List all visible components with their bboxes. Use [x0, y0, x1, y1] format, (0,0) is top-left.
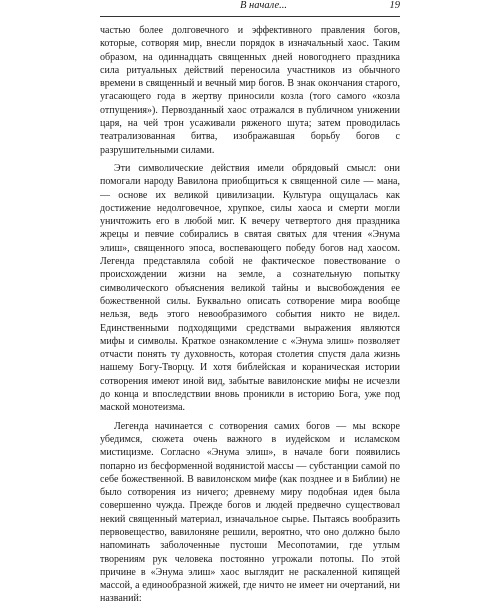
paragraph-1: частью более долговечного и эффективного правления богов, которые, сотворяя мир, внесли порядок в изначальный хаос. Таким образом, на одиннадцать священных дней новогоднего праздника сила ритуальных действий переносила участников из обычного времени в священный и вечный мир богов. В знак окончания старого, угасающего года в жертву приносили козла (того самого «козла отпущения»). Первозданный хаос отражался в публичном унижении царя, на чей трон усаживали ряженого шута; затем проводилась театрализованная битва, изображавшая борьбу богов с разрушительными силами.: [100, 25, 400, 156]
running-title: В начале...: [240, 0, 287, 11]
paragraph-2: Эти символические действия имели обрядовый смысл: они помогали народу Вавилона приобщиться к священной силе — мана, — основе их великой цивилизации. Культура ощущалась как достижение недолговечное, хрупкое, силы хаоса и смерти могли уничтожить его в любой миг. К вечеру четвертого дня праздника жрецы и певчие собирались в святая святых для чтения «Энума элиш», священного эпоса, воспевающего победу богов над хаосом. Легенда представляла собой не фактическое повествование о происхождении жизни на земле, а сознательную попытку символического объяснения великой тайны и высвобождения ее божественной силы. Буквально описать сотворение мира вообще нельзя, ведь этого невообразимого события никто не видел. Единственными подходящими средствами выражения являются мифы и символы. Краткое ознакомление с «Энума элиш» позволяет отчасти понять ту духовность, которая столетия спустя дала жизнь нашему Богу-Творцу. И хотя библейская и кораническая истории сотворения имеют иной вид, забытые вавилонские мифы не исчезли до конца и впоследствии вновь проникли в историю Бога, уже под маской монотеизма.: [100, 162, 400, 414]
paragraph-3: Легенда начинается с сотворения самих богов — мы вскоре убедимся, сюжета очень важного в иудейском и исламском мистицизме. Согласно «Энума элиш», в начале боги появились попарно из бесформенной водянистой массы — субстанции самой по себе божественной. В вавилонском мифе (как позднее и в Библии) не было сотворения из ничего; древнему миру подобная идея была совершенно чужда. Прежде богов и людей предвечно существовал некий священный материал, изначальное сырье. Пытаясь вообразить первовещество, вавилоняне решили, вероятно, что оно должно было напоминать заболоченные пустоши Месопотамии, где утлым творениям рук человека постоянно угрожали потопы. По этой причине в «Энума элиш» хаос выглядит не раскаленной кипящей массой, а единообразной жижей, где ничто не имеет ни очертаний, ни названий:: [100, 420, 400, 605]
page-header: [100, 0, 400, 17]
body-text: [100, 24, 400, 606]
page-number: 19: [389, 0, 400, 11]
